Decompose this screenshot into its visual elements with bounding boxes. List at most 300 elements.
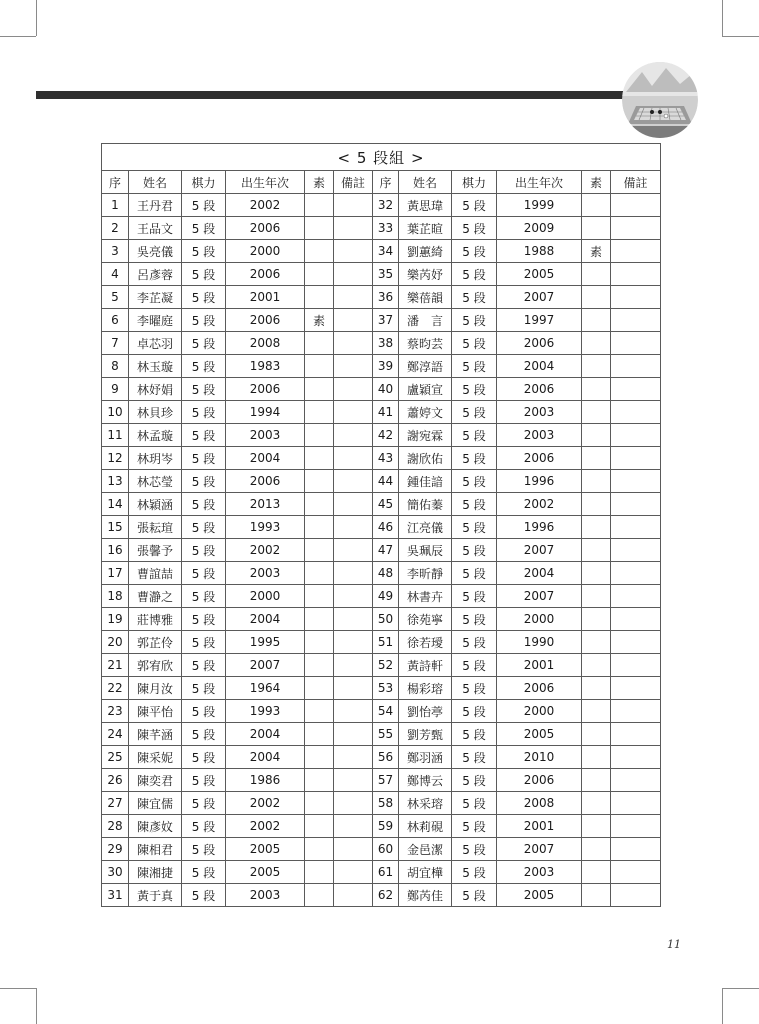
col-header-su: 素	[305, 171, 334, 194]
player-name: 鍾佳諳	[399, 470, 452, 493]
row-number: 61	[373, 861, 399, 884]
note-cell	[611, 470, 661, 493]
rank-cell: 5 段	[182, 838, 226, 861]
birth-year: 2007	[497, 838, 582, 861]
birth-year: 2000	[497, 608, 582, 631]
rank-cell: 5 段	[182, 792, 226, 815]
row-number: 5	[102, 286, 129, 309]
rank-cell: 5 段	[182, 585, 226, 608]
row-number: 21	[102, 654, 129, 677]
table-row	[102, 470, 661, 493]
player-name: 吳亮儀	[129, 240, 182, 263]
note-cell	[611, 608, 661, 631]
amateur-mark	[305, 493, 334, 516]
player-name: 呂彥蓉	[129, 263, 182, 286]
birth-year: 2000	[226, 240, 305, 263]
note-cell	[334, 332, 373, 355]
player-name: 張耘瑄	[129, 516, 182, 539]
birth-year: 2004	[226, 608, 305, 631]
birth-year: 2005	[497, 723, 582, 746]
table-row	[102, 654, 661, 677]
amateur-mark	[305, 608, 334, 631]
note-cell	[334, 838, 373, 861]
birth-year: 2013	[226, 493, 305, 516]
player-name: 鄭淳語	[399, 355, 452, 378]
birth-year: 2006	[497, 677, 582, 700]
player-name: 陳芊涵	[129, 723, 182, 746]
birth-year: 2003	[226, 562, 305, 585]
player-name: 黃詩軒	[399, 654, 452, 677]
note-cell	[334, 654, 373, 677]
birth-year: 2007	[226, 654, 305, 677]
rank-cell: 5 段	[182, 424, 226, 447]
amateur-mark	[305, 700, 334, 723]
note-cell	[334, 631, 373, 654]
note-cell	[334, 378, 373, 401]
note-cell	[611, 332, 661, 355]
player-name: 郭宥欣	[129, 654, 182, 677]
col-header-no: 序	[102, 171, 129, 194]
rank-cell: 5 段	[182, 332, 226, 355]
rank-cell: 5 段	[182, 263, 226, 286]
table-row	[102, 516, 661, 539]
row-number: 62	[373, 884, 399, 907]
rank-cell: 5 段	[452, 516, 497, 539]
player-name: 郭芷伶	[129, 631, 182, 654]
player-name: 黃思瑋	[399, 194, 452, 217]
rank-cell: 5 段	[182, 608, 226, 631]
row-number: 41	[373, 401, 399, 424]
note-cell	[611, 792, 661, 815]
table-row	[102, 815, 661, 838]
player-name: 王丹君	[129, 194, 182, 217]
player-name: 林玉璇	[129, 355, 182, 378]
rank-cell: 5 段	[452, 286, 497, 309]
note-cell	[611, 516, 661, 539]
note-cell	[334, 355, 373, 378]
amateur-mark	[305, 631, 334, 654]
birth-year: 1993	[226, 700, 305, 723]
rank-cell: 5 段	[182, 562, 226, 585]
row-number: 32	[373, 194, 399, 217]
column-header-row	[102, 171, 661, 194]
table-row	[102, 861, 661, 884]
birth-year: 2004	[226, 723, 305, 746]
row-number: 20	[102, 631, 129, 654]
birth-year: 1990	[497, 631, 582, 654]
player-name: 鄭芮佳	[399, 884, 452, 907]
birth-year: 2004	[497, 562, 582, 585]
note-cell	[334, 792, 373, 815]
rank-cell: 5 段	[182, 815, 226, 838]
rank-cell: 5 段	[452, 401, 497, 424]
note-cell	[611, 424, 661, 447]
birth-year: 1988	[497, 240, 582, 263]
note-cell	[334, 240, 373, 263]
table-row	[102, 723, 661, 746]
birth-year: 1996	[497, 470, 582, 493]
row-number: 24	[102, 723, 129, 746]
player-name: 林莉硯	[399, 815, 452, 838]
amateur-mark	[305, 194, 334, 217]
rank-cell: 5 段	[182, 355, 226, 378]
amateur-mark	[582, 654, 611, 677]
rank-cell: 5 段	[182, 194, 226, 217]
amateur-mark: 素	[582, 240, 611, 263]
amateur-mark	[305, 815, 334, 838]
table-row	[102, 309, 661, 332]
amateur-mark	[582, 447, 611, 470]
row-number: 59	[373, 815, 399, 838]
birth-year: 2003	[226, 884, 305, 907]
row-number: 15	[102, 516, 129, 539]
crop-mark-bottom-left	[36, 988, 37, 1024]
birth-year: 2006	[497, 378, 582, 401]
note-cell	[334, 424, 373, 447]
amateur-mark	[582, 608, 611, 631]
note-cell	[611, 585, 661, 608]
row-number: 57	[373, 769, 399, 792]
row-number: 37	[373, 309, 399, 332]
birth-year: 2001	[497, 654, 582, 677]
note-cell	[611, 378, 661, 401]
row-number: 26	[102, 769, 129, 792]
row-number: 2	[102, 217, 129, 240]
table-row	[102, 792, 661, 815]
table-row	[102, 769, 661, 792]
note-cell	[611, 263, 661, 286]
row-number: 3	[102, 240, 129, 263]
note-cell	[611, 769, 661, 792]
note-cell	[611, 309, 661, 332]
birth-year: 2002	[226, 539, 305, 562]
amateur-mark	[305, 838, 334, 861]
amateur-mark	[582, 884, 611, 907]
row-number: 25	[102, 746, 129, 769]
rank-cell: 5 段	[182, 470, 226, 493]
birth-year: 2006	[497, 447, 582, 470]
player-name: 劉蕙綺	[399, 240, 452, 263]
row-number: 19	[102, 608, 129, 631]
row-number: 40	[373, 378, 399, 401]
rank-cell: 5 段	[182, 861, 226, 884]
rank-cell: 5 段	[182, 378, 226, 401]
table-row	[102, 424, 661, 447]
table-row	[102, 332, 661, 355]
amateur-mark	[582, 355, 611, 378]
col-header-rank: 棋力	[452, 171, 497, 194]
table-row	[102, 401, 661, 424]
roster-body	[102, 194, 661, 907]
table-row	[102, 194, 661, 217]
birth-year: 1983	[226, 355, 305, 378]
table-row	[102, 700, 661, 723]
player-name: 劉芳甄	[399, 723, 452, 746]
table-row	[102, 608, 661, 631]
row-number: 16	[102, 539, 129, 562]
rank-cell: 5 段	[452, 723, 497, 746]
table-title-row	[102, 144, 661, 171]
table-row	[102, 378, 661, 401]
note-cell	[611, 355, 661, 378]
player-name: 莊博雅	[129, 608, 182, 631]
rank-cell: 5 段	[452, 861, 497, 884]
player-name: 陳奕君	[129, 769, 182, 792]
amateur-mark	[305, 240, 334, 263]
note-cell	[334, 769, 373, 792]
table-row	[102, 217, 661, 240]
note-cell	[611, 815, 661, 838]
table-row	[102, 539, 661, 562]
col-header-name: 姓名	[399, 171, 452, 194]
note-cell	[334, 700, 373, 723]
player-name: 陳月汝	[129, 677, 182, 700]
player-name: 林孟璇	[129, 424, 182, 447]
row-number: 54	[373, 700, 399, 723]
player-name: 卓芯羽	[129, 332, 182, 355]
rank-cell: 5 段	[452, 700, 497, 723]
note-cell	[611, 217, 661, 240]
row-number: 56	[373, 746, 399, 769]
col-header-no: 序	[373, 171, 399, 194]
amateur-mark	[582, 401, 611, 424]
rank-cell: 5 段	[452, 838, 497, 861]
amateur-mark	[305, 424, 334, 447]
note-cell	[334, 884, 373, 907]
birth-year: 2006	[497, 332, 582, 355]
note-cell	[334, 608, 373, 631]
player-name: 林芯瑩	[129, 470, 182, 493]
amateur-mark	[582, 286, 611, 309]
row-number: 29	[102, 838, 129, 861]
rank-cell: 5 段	[452, 194, 497, 217]
amateur-mark	[305, 263, 334, 286]
birth-year: 1964	[226, 677, 305, 700]
birth-year: 2006	[226, 378, 305, 401]
row-number: 31	[102, 884, 129, 907]
note-cell	[611, 539, 661, 562]
note-cell	[334, 447, 373, 470]
birth-year: 2007	[497, 585, 582, 608]
row-number: 45	[373, 493, 399, 516]
row-number: 60	[373, 838, 399, 861]
amateur-mark	[305, 769, 334, 792]
row-number: 44	[373, 470, 399, 493]
birth-year: 1997	[497, 309, 582, 332]
note-cell	[334, 401, 373, 424]
player-name: 蔡昀芸	[399, 332, 452, 355]
rank-cell: 5 段	[452, 240, 497, 263]
amateur-mark	[305, 585, 334, 608]
rank-cell: 5 段	[452, 217, 497, 240]
row-number: 14	[102, 493, 129, 516]
roster-table	[101, 143, 661, 907]
birth-year: 2003	[226, 424, 305, 447]
player-name: 鄭博云	[399, 769, 452, 792]
table-row	[102, 677, 661, 700]
row-number: 48	[373, 562, 399, 585]
note-cell	[334, 539, 373, 562]
player-name: 王品文	[129, 217, 182, 240]
row-number: 6	[102, 309, 129, 332]
col-header-su: 素	[582, 171, 611, 194]
row-number: 38	[373, 332, 399, 355]
amateur-mark	[305, 332, 334, 355]
rank-cell: 5 段	[452, 884, 497, 907]
player-name: 曹誼喆	[129, 562, 182, 585]
table-row	[102, 746, 661, 769]
player-name: 吳珮辰	[399, 539, 452, 562]
rank-cell: 5 段	[182, 631, 226, 654]
note-cell	[334, 309, 373, 332]
amateur-mark	[305, 447, 334, 470]
table-row	[102, 562, 661, 585]
rank-cell: 5 段	[452, 792, 497, 815]
crop-mark-top-left-h	[0, 36, 36, 37]
amateur-mark	[582, 746, 611, 769]
row-number: 55	[373, 723, 399, 746]
note-cell	[334, 470, 373, 493]
row-number: 39	[373, 355, 399, 378]
header-rule	[36, 91, 641, 99]
rank-cell: 5 段	[452, 677, 497, 700]
row-number: 58	[373, 792, 399, 815]
amateur-mark	[305, 746, 334, 769]
note-cell	[334, 723, 373, 746]
col-header-year: 出生年次	[497, 171, 582, 194]
amateur-mark	[305, 401, 334, 424]
player-name: 林玥岑	[129, 447, 182, 470]
row-number: 28	[102, 815, 129, 838]
row-number: 53	[373, 677, 399, 700]
rank-cell: 5 段	[182, 884, 226, 907]
rank-cell: 5 段	[452, 309, 497, 332]
rank-cell: 5 段	[452, 539, 497, 562]
note-cell	[334, 263, 373, 286]
col-header-rank: 棋力	[182, 171, 226, 194]
amateur-mark	[305, 654, 334, 677]
amateur-mark	[582, 217, 611, 240]
amateur-mark	[582, 263, 611, 286]
birth-year: 2002	[497, 493, 582, 516]
note-cell	[334, 861, 373, 884]
row-number: 22	[102, 677, 129, 700]
table-row	[102, 286, 661, 309]
rank-cell: 5 段	[452, 815, 497, 838]
birth-year: 2008	[497, 792, 582, 815]
note-cell	[611, 861, 661, 884]
row-number: 46	[373, 516, 399, 539]
player-name: 謝宛霖	[399, 424, 452, 447]
amateur-mark	[582, 838, 611, 861]
rank-cell: 5 段	[182, 746, 226, 769]
birth-year: 2006	[226, 309, 305, 332]
player-name: 林采瑢	[399, 792, 452, 815]
birth-year: 1996	[497, 516, 582, 539]
amateur-mark	[582, 769, 611, 792]
row-number: 50	[373, 608, 399, 631]
note-cell	[611, 723, 661, 746]
amateur-mark	[582, 723, 611, 746]
birth-year: 2001	[497, 815, 582, 838]
player-name: 陳宜儒	[129, 792, 182, 815]
rank-cell: 5 段	[182, 700, 226, 723]
player-name: 林書卉	[399, 585, 452, 608]
note-cell	[611, 401, 661, 424]
table-row	[102, 631, 661, 654]
crop-mark-top-left	[36, 0, 37, 36]
rank-cell: 5 段	[452, 332, 497, 355]
birth-year: 2003	[497, 424, 582, 447]
player-name: 蕭婷文	[399, 401, 452, 424]
row-number: 49	[373, 585, 399, 608]
player-name: 徐苑寧	[399, 608, 452, 631]
rank-cell: 5 段	[182, 723, 226, 746]
col-header-year: 出生年次	[226, 171, 305, 194]
player-name: 張馨予	[129, 539, 182, 562]
rank-cell: 5 段	[182, 677, 226, 700]
amateur-mark	[305, 562, 334, 585]
birth-year: 2005	[226, 838, 305, 861]
player-name: 李曜庭	[129, 309, 182, 332]
player-name: 李芷凝	[129, 286, 182, 309]
amateur-mark	[582, 493, 611, 516]
row-number: 7	[102, 332, 129, 355]
player-name: 陳湘捷	[129, 861, 182, 884]
note-cell	[611, 286, 661, 309]
amateur-mark	[305, 539, 334, 562]
note-cell	[611, 493, 661, 516]
note-cell	[611, 838, 661, 861]
birth-year: 2006	[226, 470, 305, 493]
row-number: 11	[102, 424, 129, 447]
birth-year: 2003	[497, 401, 582, 424]
note-cell	[611, 631, 661, 654]
note-cell	[611, 194, 661, 217]
rank-cell: 5 段	[452, 424, 497, 447]
rank-cell: 5 段	[182, 769, 226, 792]
note-cell	[611, 562, 661, 585]
birth-year: 1986	[226, 769, 305, 792]
rank-cell: 5 段	[182, 539, 226, 562]
amateur-mark	[582, 424, 611, 447]
row-number: 18	[102, 585, 129, 608]
go-board-photo-icon	[622, 62, 698, 138]
rank-cell: 5 段	[182, 217, 226, 240]
amateur-mark	[305, 723, 334, 746]
note-cell	[334, 562, 373, 585]
table-row	[102, 493, 661, 516]
row-number: 36	[373, 286, 399, 309]
birth-year: 2010	[497, 746, 582, 769]
player-name: 謝欣佑	[399, 447, 452, 470]
player-name: 楊彩瑢	[399, 677, 452, 700]
note-cell	[611, 240, 661, 263]
rank-cell: 5 段	[452, 746, 497, 769]
player-name: 李昕靜	[399, 562, 452, 585]
amateur-mark	[582, 677, 611, 700]
player-name: 曹瀞之	[129, 585, 182, 608]
player-name: 簡佑蓁	[399, 493, 452, 516]
amateur-mark	[582, 585, 611, 608]
row-number: 34	[373, 240, 399, 263]
rank-cell: 5 段	[452, 493, 497, 516]
amateur-mark	[305, 470, 334, 493]
amateur-mark	[305, 378, 334, 401]
player-name: 陳平怡	[129, 700, 182, 723]
rank-cell: 5 段	[452, 769, 497, 792]
note-cell	[334, 493, 373, 516]
